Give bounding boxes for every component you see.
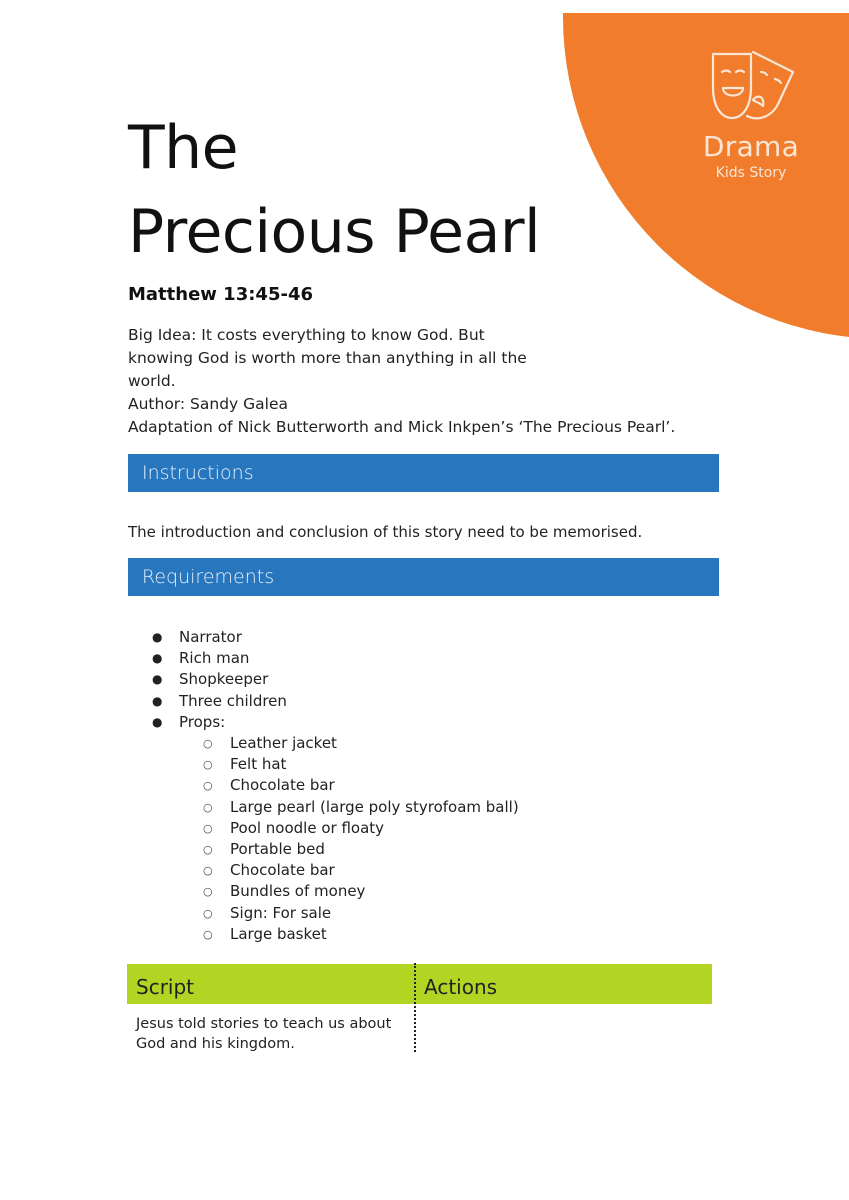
category-label: Drama: [702, 130, 800, 163]
prop-item: ○ Large basket: [203, 924, 519, 945]
column-divider: [414, 963, 416, 1052]
theatre-masks-icon: [690, 48, 812, 126]
circle-bullet-icon: ○: [203, 843, 213, 857]
prop-item: ○ Felt hat: [203, 754, 519, 775]
prop-item: ○ Portable bed: [203, 839, 519, 860]
category-badge: [690, 48, 812, 182]
circle-bullet-icon: ○: [203, 758, 213, 772]
prop-item: ○ Leather jacket: [203, 733, 519, 754]
prop-item: ○ Chocolate bar: [203, 775, 519, 796]
column-header-actions: Actions: [424, 975, 498, 999]
scripture-reference: Matthew 13:45-46: [128, 284, 314, 305]
script-cell: Jesus told stories to teach us about God and his kingdom.: [136, 1016, 392, 1052]
bullet-icon: ●: [152, 693, 163, 708]
list-item: ● Three children: [152, 691, 519, 712]
circle-bullet-icon: ○: [203, 885, 213, 899]
requirements-list: [152, 627, 519, 945]
column-header-script: Script: [136, 975, 195, 999]
props-list: [152, 733, 519, 945]
bullet-icon: ●: [152, 672, 163, 687]
circle-bullet-icon: ○: [203, 906, 213, 920]
script-table-header: [127, 964, 712, 1004]
actions-cell: [415, 1004, 712, 1053]
prop-item: ○ Chocolate bar: [203, 860, 519, 881]
instructions-heading: Instructions: [128, 454, 719, 492]
page-title: [128, 106, 540, 274]
title-line-1: The: [128, 113, 239, 183]
list-item: ● Props:: [152, 712, 519, 733]
category-subtitle: Kids Story: [715, 165, 787, 181]
circle-bullet-icon: ○: [203, 927, 213, 941]
list-item: ● Narrator: [152, 627, 519, 648]
circle-bullet-icon: ○: [203, 821, 213, 835]
bullet-icon: ●: [152, 651, 163, 666]
bullet-icon: ●: [152, 630, 163, 644]
circle-bullet-icon: ○: [203, 737, 213, 751]
list-item: ● Rich man: [152, 648, 519, 669]
circle-bullet-icon: ○: [203, 779, 213, 793]
big-idea-line-1: Big Idea: It costs everything to know God. But: [128, 326, 485, 344]
bullet-icon: ●: [152, 714, 163, 729]
intro-block: [128, 324, 676, 439]
circle-bullet-icon: ○: [203, 800, 213, 814]
big-idea-line-3: world.: [128, 372, 176, 390]
prop-item: ○ Pool noodle or floaty: [203, 818, 519, 839]
author-line: Author: Sandy Galea: [128, 395, 289, 413]
table-row: [127, 1004, 712, 1053]
circle-bullet-icon: ○: [203, 864, 213, 878]
prop-item: ○ Bundles of money: [203, 881, 519, 902]
instructions-text: The introduction and conclusion of this story need to be memorised.: [128, 523, 643, 541]
prop-item: ○ Sign: For sale: [203, 903, 519, 924]
prop-item: ○ Large pearl (large poly styrofoam ball): [203, 797, 519, 818]
big-idea-line-2: knowing God is worth more than anything in all the: [128, 349, 527, 367]
requirements-heading: Requirements: [128, 558, 719, 596]
script-table: [127, 964, 712, 1053]
list-item: ● Shopkeeper: [152, 669, 519, 690]
title-line-2: Precious Pearl: [128, 197, 541, 267]
adaptation-line: Adaptation of Nick Butterworth and Mick Inkpen’s ‘The Precious Pearl’.: [128, 418, 676, 436]
